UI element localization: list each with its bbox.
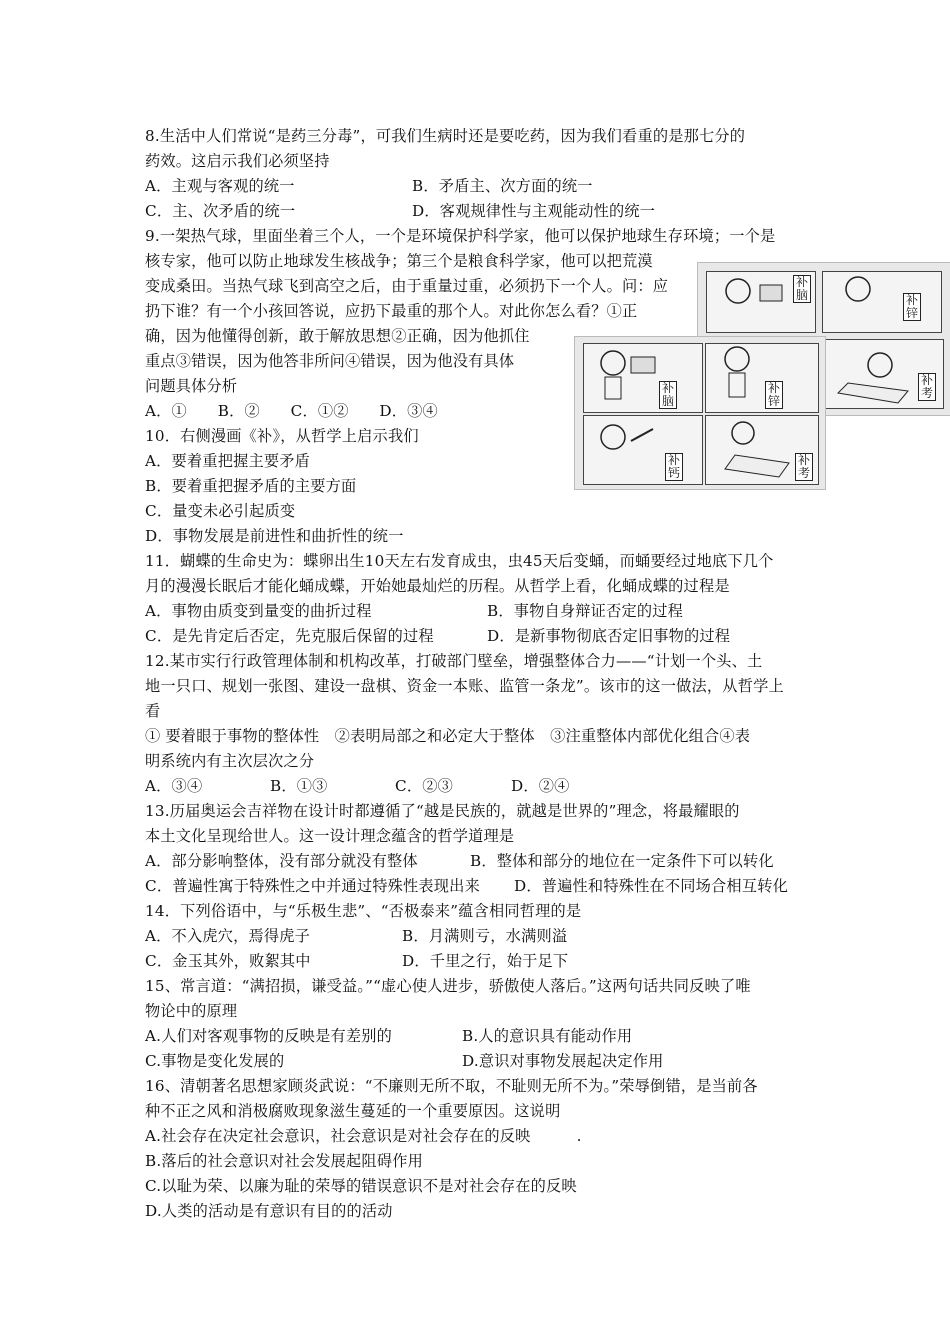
question-13-option-a: A．部分影响整体，没有部分就没有整体	[145, 852, 418, 870]
question-16-stem-line-1: 16、清朝著名思想家顾炎武说：“不廉则无所不取，不耻则无所不为。”荣辱倒错，是当前各	[145, 1077, 758, 1095]
question-8-stem-line-1: 8.生活中人们常说“是药三分毒”，可我们生病时还是要吃药，因为我们看重的是那七分的	[145, 127, 746, 145]
cartoon-bu	[574, 336, 826, 490]
question-16-stem-line-2: 种不正之风和消极腐败现象滋生蔓延的一个重要原因。这说明	[145, 1102, 561, 1120]
question-10-option-c: C．量变未必引起质变	[145, 502, 296, 520]
question-14-stem: 14．下列俗语中，与“乐极生悲”、“否极泰来”蕴含相同哲理的是	[145, 902, 582, 920]
question-13-stem-line-1: 13.历届奥运会吉祥物在设计时都遵循了“越是民族的，就越是世界的”理念，将最耀眼的	[145, 802, 740, 820]
question-12-stem-line-5: 明系统内有主次层次之分	[145, 752, 315, 770]
question-12-stem-line-1: 12.某市实行行政管理体制和机构改革，打破部门壁垒，增强整体合力——“计划一个头、土	[145, 652, 763, 670]
question-9-stem-line-4: 扔下谁？有一个小孩回答说，应扔下最重的那个人。对此你怎么看？①正	[145, 302, 638, 320]
question-8-option-d: D．客观规律性与主观能动性的统一	[412, 202, 656, 220]
question-14-option-c: C．金玉其外，败絮其中	[145, 952, 311, 970]
question-11-option-b: B．事物自身辩证否定的过程	[487, 602, 684, 620]
question-10-option-b: B．要着重把握矛盾的主要方面	[145, 477, 357, 495]
question-13-option-b: B．整体和部分的地位在一定条件下可以转化	[470, 852, 774, 870]
cartoon-tag: 补钙	[665, 453, 683, 481]
question-10-option-a: A．要着重把握主要矛盾	[145, 452, 311, 470]
question-12-option-c: C．②③	[395, 777, 453, 795]
question-13-stem-line-2: 本土文化呈现给世人。这一设计理念蕴含的哲学道理是	[145, 827, 515, 845]
question-9-stem-line-1: 9.一架热气球，里面坐着三个人，一个是环境保护科学家，他可以保护地球生存环境；一个是	[145, 227, 776, 245]
question-9-stem-line-6: 重点③错误，因为他答非所问④错误，因为他没有具体	[145, 352, 515, 370]
question-14-option-a: A．不入虎穴，焉得虎子	[145, 927, 311, 945]
question-10-option-d: D．事物发展是前进性和曲折性的统一	[145, 527, 404, 545]
cartoon-tag: 补脑	[659, 381, 677, 409]
question-9-stem-line-5: 确，因为他懂得创新，敢于解放思想②正确，因为他抓住	[145, 327, 530, 345]
question-9-options: A．① B．② C．①② D．③④	[145, 402, 438, 420]
question-13-option-c: C．普遍性寓于特殊性之中并通过特殊性表现出来	[145, 877, 480, 895]
question-14-option-b: B．月满则亏，水满则溢	[402, 927, 568, 945]
cartoon-tag: 补脑	[793, 275, 811, 303]
question-15-stem-line-1: 15、常言道：“满招损，谦受益。”“虚心使人进步，骄傲使人落后。”这两句话共同反映了唯	[145, 977, 751, 995]
question-16-option-c: C.以耻为荣、以廉为耻的荣辱的错误意识不是对社会存在的反映	[145, 1177, 577, 1195]
question-9-stem-line-7: 问题具体分析	[145, 377, 238, 395]
question-15-stem-line-2: 物论中的原理	[145, 1002, 238, 1020]
question-13-option-d: D．普遍性和特殊性在不同场合相互转化	[514, 877, 788, 895]
question-15-option-a: A.人们对客观事物的反映是有差别的	[145, 1027, 393, 1045]
question-11-option-d: D．是新事物彻底否定旧事物的过程	[487, 627, 731, 645]
question-9-stem-line-3: 变成桑田。当热气球飞到高空之后，由于重量过重，必须扔下一个人。问：应	[145, 277, 669, 295]
question-8-option-a: A．主观与客观的统一	[145, 177, 295, 195]
cartoon-tag: 补考	[918, 373, 936, 401]
question-11-option-c: C．是先肯定后否定，先克服后保留的过程	[145, 627, 434, 645]
question-14-option-d: D．千里之行，始于足下	[402, 952, 569, 970]
question-16-option-a: A.社会存在决定社会意识，社会意识是对社会存在的反映 .	[145, 1127, 582, 1145]
cartoon-tag: 补锌	[765, 381, 783, 409]
question-8-option-c: C．主、次矛盾的统一	[145, 202, 296, 220]
question-15-option-d: D.意识对事物发展起决定作用	[462, 1052, 664, 1070]
question-11-stem-line-2: 月的漫漫长眠后才能化蛹成蝶，开始她最灿烂的历程。从哲学上看，化蛹成蝶的过程是	[145, 577, 730, 595]
question-10-stem: 10．右侧漫画《补》，从哲学上启示我们	[145, 427, 419, 445]
question-15-option-b: B.人的意识具有能动作用	[462, 1027, 633, 1045]
question-12-option-a: A．③④	[145, 777, 203, 795]
question-12-stem-line-3: 看	[145, 702, 161, 720]
question-8-stem-line-2: 药效。这启示我们必须坚持	[145, 152, 330, 170]
question-15-option-c: C.事物是变化发展的	[145, 1052, 285, 1070]
cartoon-tag: 补锌	[903, 293, 921, 321]
question-12-stem-line-2: 地一只口、规划一张图、建设一盘棋、资金一本账、监管一条龙”。该市的这一做法，从哲学上	[145, 677, 784, 695]
question-11-stem-line-1: 11．蝴蝶的生命史为：蝶卵出生10天左右发育成虫，虫45天后变蛹，而蛹要经过地底下几个	[145, 552, 774, 570]
question-12-option-b: B．①③	[270, 777, 328, 795]
question-12-option-d: D．②④	[511, 777, 570, 795]
question-12-stem-line-4: ① 要着眼于事物的整体性 ②表明局部之和必定大于整体 ③注重整体内部优化组合④表	[145, 727, 751, 745]
question-16-option-b: B.落后的社会意识对社会发展起阻碍作用	[145, 1152, 423, 1170]
question-8-option-b: B．矛盾主、次方面的统一	[412, 177, 593, 195]
question-11-option-a: A．事物由质变到量变的曲折过程	[145, 602, 372, 620]
cartoon-tag: 补考	[795, 453, 813, 481]
question-16-option-d: D.人类的活动是有意识有目的的活动	[145, 1202, 393, 1220]
question-9-stem-line-2: 核专家，他可以防止地球发生核战争；第三个是粮食科学家，他可以把荒漠	[145, 252, 653, 270]
cartoon-figures	[575, 337, 825, 489]
